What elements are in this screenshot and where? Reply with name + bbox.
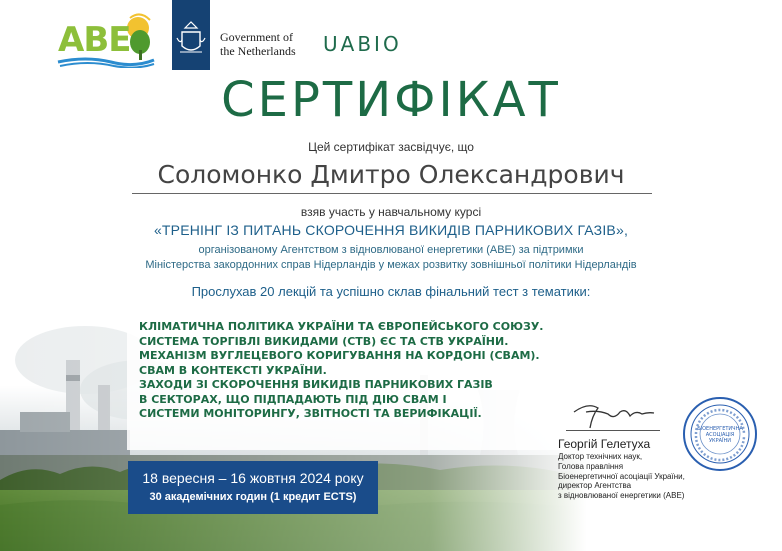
signer-title-line: з відновлюваної енергетики (АВЕ)	[558, 491, 685, 501]
organized-by-text	[0, 243, 782, 273]
signature-line	[566, 430, 660, 431]
course-title: «ТРЕНІНГ ІЗ ПИТАНЬ СКОРОЧЕННЯ ВИКИДІВ ПАРНИКОВИХ ГАЗІВ»,	[153, 222, 629, 238]
course-hours: 30 академічних годин (1 кредит ECTS)	[149, 491, 357, 503]
signer-title	[558, 452, 685, 501]
svg-text:БІОЕНЕРГЕТИЧНА: БІОЕНЕРГЕТИЧНА	[697, 426, 743, 432]
topic-item: CBAM В КОНТЕКСТІ УКРАЇНИ.	[139, 363, 327, 377]
topic-item: КЛІМАТИЧНА ПОЛІТИКА УКРАЇНИ ТА ЄВРОПЕЙСЬКОГО СОЮЗУ.	[139, 320, 544, 333]
svg-text:АСОЦІАЦІЯ: АСОЦІАЦІЯ	[705, 432, 735, 438]
signer-title-line: Біоенергетичної асоціації України,	[558, 471, 685, 481]
gov-line-2: the Netherlands	[220, 44, 296, 58]
uabio-logo: UABIO	[323, 32, 402, 56]
svg-text:УКРАЇНИ: УКРАЇНИ	[708, 438, 732, 444]
topic-item: СИСТЕМА ТОРГІВЛІ ВИКИДАМИ (СТВ) ЄС ТА СТВ УКРАЇНИ.	[139, 334, 509, 348]
abe-logo-text: ABE	[58, 20, 131, 60]
official-stamp	[682, 396, 758, 472]
topics-list	[139, 320, 589, 422]
name-underline	[132, 193, 652, 194]
topic-item: ЗАХОДИ ЗІ СКОРОЧЕННЯ ВИКИДІВ ПАРНИКОВИХ ГАЗІВ	[139, 378, 493, 391]
signer-name: Георгій Гелетуха	[558, 437, 651, 451]
organized-line-1: організованому Агентством з відновлюваної енергетики (АВЕ) за підтримки	[198, 244, 584, 256]
topic-item: В СЕКТОРАХ, ЩО ПІДПАДАЮТЬ ПІД ДІЮ CBAM І	[139, 392, 447, 406]
recipient-name: Соломонко Дмитро Олександрович	[157, 160, 625, 189]
topic-item: СИСТЕМИ МОНІТОРИНГУ, ЗВІТНОСТІ ТА ВЕРИФІКАЦІЇ.	[139, 407, 482, 420]
organized-line-2: Міністерства закордонних справ Нідерландів у межах розвитку зовнішньої політики Нідерландів	[145, 259, 637, 271]
certifies-text: Цей сертифікат засвідчує, що	[308, 140, 474, 154]
signer-title-line: директор Агентства	[558, 481, 632, 491]
certificate-title: СЕРТИФІКАТ	[221, 72, 561, 128]
took-part-text: взяв участь у навчальному курсі	[300, 205, 482, 219]
netherlands-coat-of-arms-icon	[172, 0, 210, 70]
topic-item: МЕХАНІЗМ ВУГЛЕЦЕВОГО КОРИГУВАННЯ НА КОРДОНІ (CBAM).	[139, 349, 540, 362]
course-dates: 18 вересня – 16 жовтня 2024 року	[142, 470, 364, 486]
topics-box	[127, 308, 589, 450]
gov-line-1: Government of	[220, 30, 293, 44]
signer-title-line: Доктор технічних наук,	[558, 452, 643, 461]
signer-title-line: Голова правління	[558, 461, 624, 471]
government-netherlands-text	[220, 30, 296, 58]
course-period-box	[128, 461, 378, 514]
lectures-text: Прослухав 20 лекцій та успішно склав фінальний тест з тематики:	[191, 284, 591, 299]
